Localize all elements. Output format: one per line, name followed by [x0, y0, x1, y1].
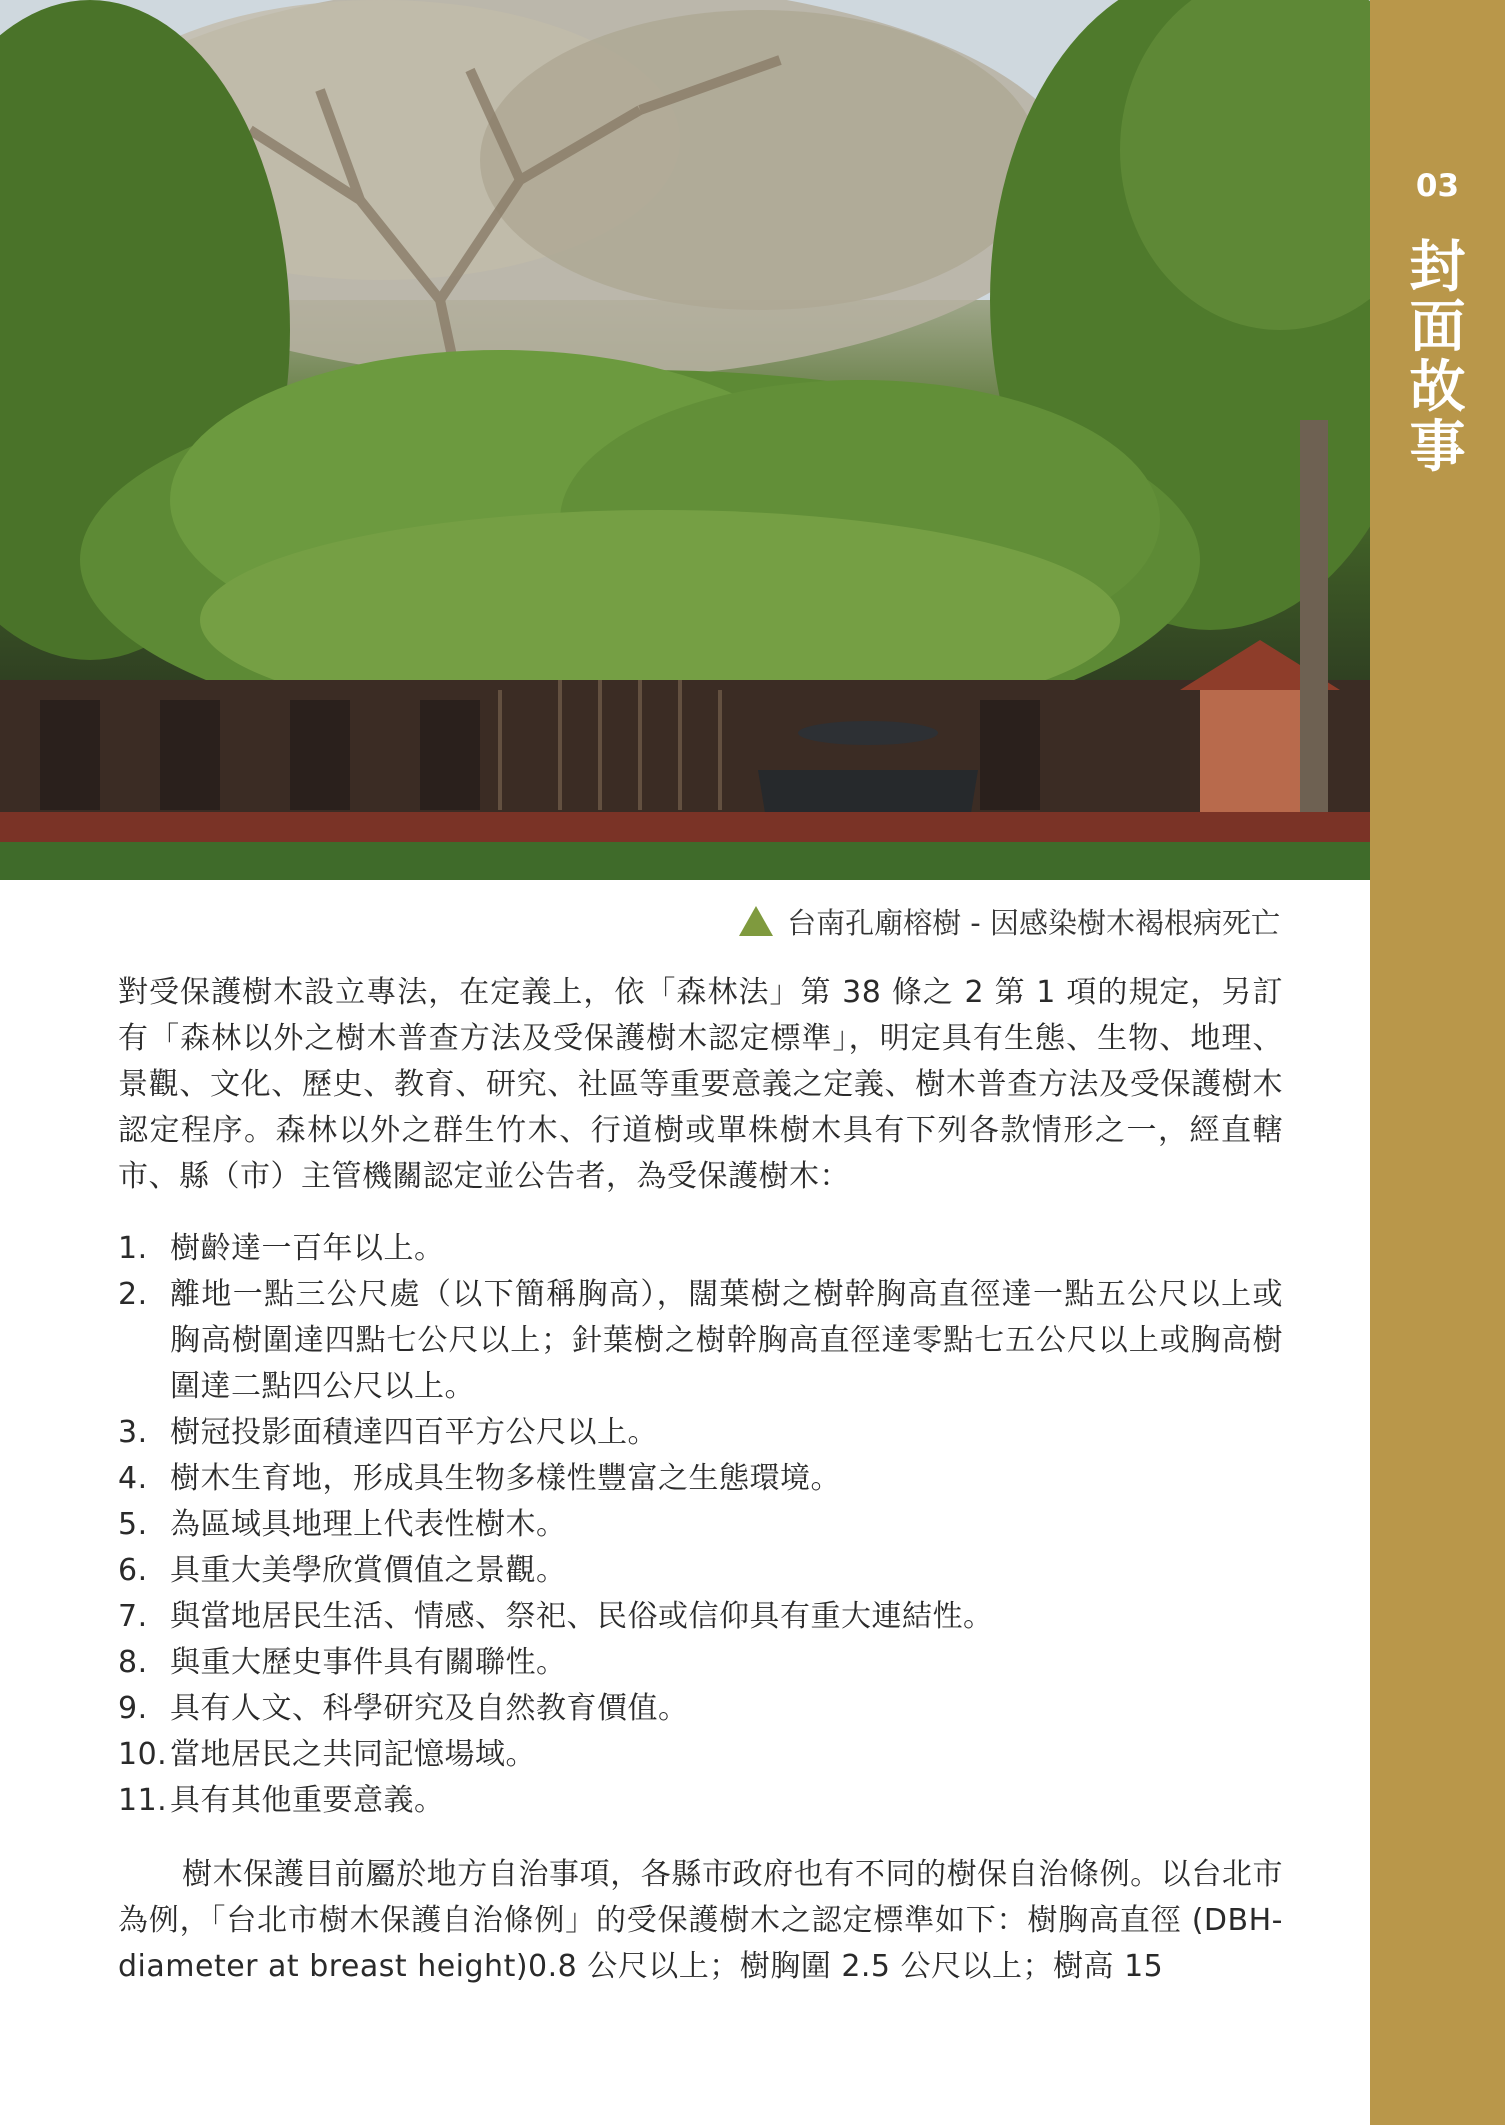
list-item — [118, 1732, 1283, 1778]
section-title-char: 故 — [1409, 355, 1466, 420]
section-title-char: 封 — [1409, 235, 1466, 300]
list-item — [118, 1502, 1283, 1548]
triangle-icon — [739, 906, 773, 936]
list-number: 5. — [118, 1507, 148, 1542]
intro-paragraph: 對受保護樹木設立專法，在定義上，依「森林法」第 38 條之 2 第 1 項的規定，另訂有「森林以外之樹木普查方法及受保護樹木認定標準」，明定具有生態、生物、地理、景觀、文化、歷史、教育、研究、社區等重要意義之定義、樹木普查方法及受保護樹木認定程序。森林以外之群生竹木、行道樹或單株樹木具有下列各款情形之一，經直轄市、縣（市）主管機關認定並公告者，為受保護樹木： — [118, 975, 1283, 1194]
list-item — [118, 1272, 1283, 1410]
closing-paragraph: 樹木保護目前屬於地方自治事項，各縣市政府也有不同的樹保自治條例。以台北市為例，「台北市樹木保護自治條例」的受保護樹木之認定標準如下：樹胸高直徑 (DBH-diameter at breast height)0.8 公尺以上；樹胸圍 2.5 公尺以上；樹高 15 — [118, 1857, 1283, 1984]
section-sidebar — [1370, 0, 1505, 2125]
list-item — [118, 1594, 1283, 1640]
list-item — [118, 1778, 1283, 1824]
section-title-char: 事 — [1409, 415, 1466, 480]
list-item — [118, 1456, 1283, 1502]
list-number: 2. — [118, 1277, 148, 1312]
article-body — [118, 970, 1283, 1990]
section-title-char: 面 — [1409, 295, 1466, 360]
list-item — [118, 1548, 1283, 1594]
criteria-list — [118, 1226, 1283, 1824]
caption-text: 台南孔廟榕樹 - 因感染樹木褐根病死亡 — [787, 905, 1280, 940]
list-text: 當地居民之共同記憶場域。 — [170, 1737, 536, 1772]
list-item — [118, 1686, 1283, 1732]
list-number: 1. — [118, 1231, 148, 1266]
list-text: 樹木生育地，形成具生物多樣性豐富之生態環境。 — [170, 1461, 841, 1496]
list-number: 10. — [118, 1737, 168, 1772]
photo-caption — [739, 898, 1280, 944]
list-item — [118, 1640, 1283, 1686]
list-number: 9. — [118, 1691, 148, 1726]
list-number: 7. — [118, 1599, 148, 1634]
list-text: 為區域具地理上代表性樹木。 — [170, 1507, 567, 1542]
banyan-tree-photo — [0, 0, 1370, 880]
list-text: 與當地居民生活、情感、祭祀、民俗或信仰具有重大連結性。 — [170, 1599, 994, 1634]
list-number: 11. — [118, 1783, 168, 1818]
list-text: 樹齡達一百年以上。 — [170, 1231, 445, 1266]
list-text: 與重大歷史事件具有關聯性。 — [170, 1645, 567, 1680]
list-number: 6. — [118, 1553, 148, 1588]
list-text: 樹冠投影面積達四百平方公尺以上。 — [170, 1415, 658, 1450]
list-number: 4. — [118, 1461, 148, 1496]
list-item — [118, 1410, 1283, 1456]
list-number: 8. — [118, 1645, 148, 1680]
section-title — [1370, 235, 1505, 480]
list-item — [118, 1226, 1283, 1272]
cover-photo — [0, 0, 1370, 880]
list-text: 離地一點三公尺處（以下簡稱胸高），闊葉樹之樹幹胸高直徑達一點五公尺以上或胸高樹圍達四點七公尺以上；針葉樹之樹幹胸高直徑達零點七五公尺以上或胸高樹圍達二點四公尺以上。 — [170, 1277, 1283, 1404]
list-text: 具有人文、科學研究及自然教育價值。 — [170, 1691, 689, 1726]
page-number: 03 — [1415, 168, 1460, 204]
list-text: 具有其他重要意義。 — [170, 1783, 445, 1818]
list-number: 3. — [118, 1415, 148, 1450]
list-text: 具重大美學欣賞價值之景觀。 — [170, 1553, 567, 1588]
